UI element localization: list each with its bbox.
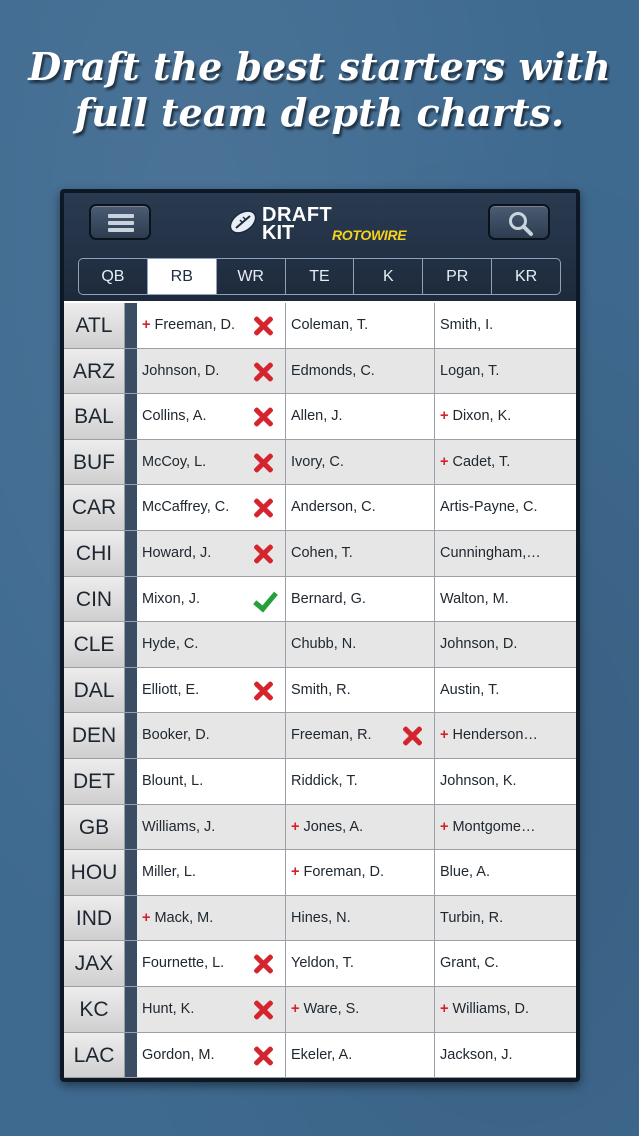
player-name: Mack, M. — [154, 909, 214, 926]
team-label[interactable]: ARZ — [64, 349, 125, 394]
team-label[interactable]: KC — [64, 987, 125, 1032]
drafted-cross-icon — [252, 953, 274, 975]
player-cell[interactable] — [435, 349, 576, 394]
player-name: Elliott, E. — [142, 681, 200, 698]
plus-icon: + — [291, 1000, 300, 1017]
player-cell[interactable] — [435, 1033, 576, 1078]
player-name: Austin, T. — [440, 681, 500, 698]
plus-icon: + — [142, 909, 151, 926]
team-label[interactable]: CLE — [64, 622, 125, 667]
player-name: Johnson, D. — [440, 636, 518, 653]
player-name: Cunningham,… — [440, 544, 541, 561]
player-cell[interactable] — [137, 303, 286, 348]
tab-qb[interactable]: QB — [79, 259, 148, 294]
app-screen — [64, 193, 576, 1078]
player-name: Jones, A. — [303, 818, 364, 835]
rotowire-logo-text: ROTOWIRE — [332, 227, 407, 243]
plus-icon: + — [440, 408, 449, 425]
player-cell[interactable] — [286, 987, 435, 1032]
row-divider-stripe — [125, 1033, 137, 1078]
player-name: McCoy, L. — [142, 453, 207, 470]
drafted-cross-icon — [401, 725, 423, 747]
table-row — [64, 303, 576, 349]
drafted-cross-icon — [252, 315, 274, 337]
player-name: Johnson, D. — [142, 362, 220, 379]
team-label[interactable]: IND — [64, 896, 125, 941]
player-cell[interactable] — [286, 668, 435, 713]
player-cell[interactable] — [286, 941, 435, 986]
player-cell[interactable] — [286, 1033, 435, 1078]
player-name: Bernard, G. — [291, 590, 366, 607]
row-divider-stripe — [125, 896, 137, 941]
player-cell[interactable] — [435, 394, 576, 439]
drafted-cross-icon — [252, 999, 274, 1021]
table-row — [64, 850, 576, 896]
team-label[interactable]: ATL — [64, 303, 125, 348]
player-cell[interactable] — [435, 759, 576, 804]
player-name: Ware, S. — [303, 1000, 360, 1017]
player-name: Riddick, T. — [291, 772, 358, 789]
team-label[interactable]: DET — [64, 759, 125, 804]
team-label[interactable]: DAL — [64, 668, 125, 713]
row-divider-stripe — [125, 941, 137, 986]
row-divider-stripe — [125, 531, 137, 576]
drafted-cross-icon — [252, 361, 274, 383]
tab-kr[interactable]: KR — [514, 268, 538, 285]
player-name: Fournette, L. — [142, 955, 225, 972]
player-name: Artis-Payne, C. — [440, 499, 538, 516]
player-name: Hyde, C. — [142, 636, 199, 653]
player-cell[interactable] — [435, 987, 576, 1032]
player-cell[interactable] — [286, 303, 435, 348]
team-label[interactable]: DEN — [64, 713, 125, 758]
table-row — [64, 485, 576, 531]
drafted-cross-icon — [252, 497, 274, 519]
search-button[interactable] — [488, 204, 550, 240]
player-name: Cadet, T. — [452, 453, 511, 470]
row-divider-stripe — [125, 668, 137, 713]
player-cell[interactable] — [137, 485, 286, 530]
table-row — [64, 577, 576, 623]
player-name: Freeman, D. — [154, 317, 236, 333]
row-divider-stripe — [125, 713, 137, 758]
table-row — [64, 531, 576, 577]
top-bar — [64, 193, 576, 301]
player-name: Smith, R. — [291, 681, 351, 698]
plus-icon: + — [440, 727, 449, 744]
player-cell[interactable] — [435, 850, 576, 895]
player-cell[interactable] — [137, 577, 286, 622]
table-row — [64, 896, 576, 942]
drafted-cross-icon — [252, 680, 274, 702]
plus-icon: + — [440, 1000, 449, 1017]
tab-wr[interactable]: WR — [217, 259, 286, 294]
player-cell[interactable] — [137, 1033, 286, 1078]
player-cell[interactable] — [286, 531, 435, 576]
row-divider-stripe — [125, 805, 137, 850]
row-divider-stripe — [125, 759, 137, 804]
table-row — [64, 668, 576, 714]
table-row — [64, 440, 576, 486]
player-name: Edmonds, C. — [291, 362, 375, 379]
player-name: Logan, T. — [440, 362, 500, 379]
team-label[interactable]: GB — [64, 805, 125, 850]
plus-icon: + — [291, 864, 300, 881]
row-divider-stripe — [125, 303, 137, 348]
player-name: Ivory, C. — [291, 453, 344, 470]
table-row — [64, 1033, 576, 1079]
player-name: Williams, J. — [142, 818, 216, 835]
player-cell[interactable] — [435, 713, 576, 758]
player-cell[interactable] — [137, 349, 286, 394]
player-name: Turbin, R. — [440, 909, 504, 926]
my-pick-check-icon — [252, 589, 274, 611]
player-name: Grant, C. — [440, 955, 499, 972]
player-name: Williams, D. — [452, 1000, 529, 1017]
player-name: Jackson, J. — [440, 1046, 513, 1063]
player-name: Freeman, R. — [291, 727, 372, 744]
drafted-cross-icon — [252, 1045, 274, 1067]
logo-draft-text: DRAFT — [262, 204, 333, 226]
player-cell[interactable] — [286, 485, 435, 530]
player-name: Ekeler, A. — [291, 1046, 353, 1063]
player-cell[interactable] — [137, 668, 286, 713]
player-cell[interactable] — [137, 805, 286, 850]
player-cell[interactable] — [137, 622, 286, 667]
player-cell[interactable] — [286, 896, 435, 941]
magnifier-icon — [507, 210, 535, 238]
player-cell[interactable] — [435, 577, 576, 622]
player-cell[interactable] — [286, 440, 435, 485]
player-cell[interactable] — [286, 850, 435, 895]
player-name: Coleman, T. — [291, 317, 369, 333]
player-cell[interactable] — [286, 713, 435, 758]
tab-pr[interactable]: PR — [423, 259, 492, 294]
menu-button[interactable] — [89, 204, 151, 240]
player-cell[interactable] — [435, 941, 576, 986]
drafted-cross-icon — [252, 406, 274, 428]
draft-kit-logo — [228, 203, 418, 245]
headline-line-2: full team depth charts. — [74, 90, 565, 135]
row-divider-stripe — [125, 850, 137, 895]
player-name: Cohen, T. — [291, 544, 353, 561]
row-divider-stripe — [125, 394, 137, 439]
player-cell[interactable] — [286, 759, 435, 804]
player-name: Collins, A. — [142, 408, 207, 425]
player-name: Foreman, D. — [303, 864, 385, 881]
drafted-cross-icon — [252, 452, 274, 474]
row-divider-stripe — [125, 577, 137, 622]
player-name: Blount, L. — [142, 772, 204, 789]
row-divider-stripe — [125, 622, 137, 667]
player-name: Booker, D. — [142, 727, 210, 744]
headline — [0, 44, 639, 136]
player-name: Anderson, C. — [291, 499, 376, 516]
table-row — [64, 622, 576, 668]
player-cell[interactable] — [137, 440, 286, 485]
player-name: Blue, A. — [440, 864, 490, 881]
player-cell[interactable] — [286, 577, 435, 622]
table-row — [64, 713, 576, 759]
plus-icon: + — [440, 818, 449, 835]
player-name: Smith, I. — [440, 317, 494, 333]
player-name: Hunt, K. — [142, 1000, 195, 1017]
table-row — [64, 805, 576, 851]
table-row — [64, 941, 576, 987]
player-cell[interactable] — [137, 941, 286, 986]
player-name: Dixon, K. — [452, 408, 512, 425]
player-name: Montgome… — [452, 818, 536, 835]
plus-icon: + — [440, 453, 449, 470]
player-cell[interactable] — [435, 622, 576, 667]
player-cell[interactable] — [137, 759, 286, 804]
team-label[interactable]: CAR — [64, 485, 125, 530]
team-label[interactable]: CHI — [64, 531, 125, 576]
drafted-cross-icon — [252, 543, 274, 565]
player-name: Howard, J. — [142, 544, 212, 561]
table-row — [64, 987, 576, 1033]
player-cell[interactable] — [286, 349, 435, 394]
row-divider-stripe — [125, 485, 137, 530]
player-cell[interactable] — [435, 303, 576, 348]
row-divider-stripe — [125, 987, 137, 1032]
table-row — [64, 349, 576, 395]
player-cell[interactable] — [435, 485, 576, 530]
player-cell[interactable] — [286, 622, 435, 667]
headline-line-1: Draft the best starters with — [28, 44, 611, 89]
position-tabs — [78, 258, 561, 295]
row-divider-stripe — [125, 349, 137, 394]
player-cell[interactable] — [137, 987, 286, 1032]
football-icon — [228, 207, 258, 237]
row-divider-stripe — [125, 440, 137, 485]
tab-k[interactable]: K — [354, 259, 423, 294]
phone-frame — [60, 189, 580, 1082]
player-cell[interactable] — [137, 850, 286, 895]
table-row — [64, 759, 576, 805]
team-label[interactable]: BAL — [64, 394, 125, 439]
table-row — [64, 394, 576, 440]
plus-icon: + — [291, 818, 300, 835]
player-cell[interactable] — [286, 394, 435, 439]
team-label[interactable]: HOU — [64, 850, 125, 895]
logo-kit-text: KIT — [262, 222, 295, 244]
team-label[interactable]: LAC — [64, 1033, 125, 1078]
team-label[interactable]: JAX — [64, 941, 125, 986]
player-cell[interactable] — [435, 805, 576, 850]
player-cell[interactable] — [137, 896, 286, 941]
player-name: Johnson, K. — [440, 772, 517, 789]
player-name: McCaffrey, C. — [142, 499, 230, 516]
plus-icon: + — [142, 317, 151, 333]
tab-rb[interactable]: RB — [148, 259, 217, 294]
player-cell[interactable] — [286, 805, 435, 850]
player-cell[interactable] — [435, 668, 576, 713]
player-name: Chubb, N. — [291, 636, 357, 653]
player-cell[interactable] — [137, 531, 286, 576]
tab-te[interactable]: TE — [286, 259, 355, 294]
player-cell[interactable] — [435, 440, 576, 485]
player-cell[interactable] — [435, 531, 576, 576]
player-name: Henderson… — [452, 727, 538, 744]
player-name: Walton, M. — [440, 590, 509, 607]
player-name: Miller, L. — [142, 864, 196, 881]
player-name: Yeldon, T. — [291, 955, 354, 972]
player-cell[interactable] — [137, 713, 286, 758]
player-name: Allen, J. — [291, 408, 343, 425]
player-name: Gordon, M. — [142, 1046, 215, 1063]
player-cell[interactable] — [137, 394, 286, 439]
depth-chart-table — [64, 303, 576, 1078]
team-label[interactable]: BUF — [64, 440, 125, 485]
player-name: Mixon, J. — [142, 590, 201, 607]
player-cell[interactable] — [435, 896, 576, 941]
player-name: Hines, N. — [291, 909, 351, 926]
team-label[interactable]: CIN — [64, 577, 125, 622]
